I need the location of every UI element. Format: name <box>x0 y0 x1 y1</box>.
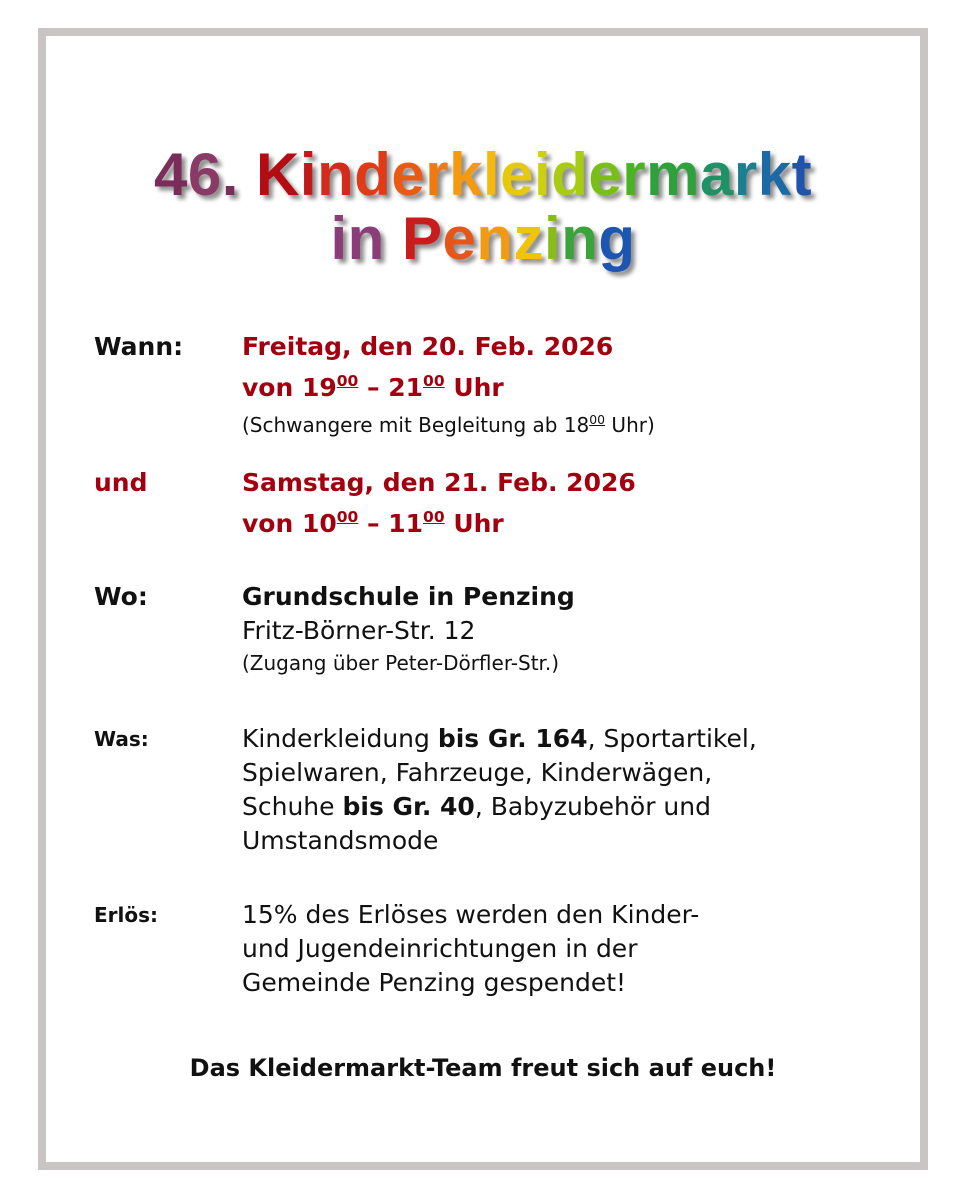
what-block <box>242 722 757 858</box>
when-label: Wann: <box>94 332 184 361</box>
title-line-2 <box>46 204 920 274</box>
time1-text: von $19^{00} - 21^{00}$ Uhr <box>242 372 504 403</box>
title1-letter: k <box>757 141 792 208</box>
title1-letter: r <box>425 141 450 208</box>
proceeds-block <box>242 898 699 1000</box>
title1-letter: n <box>317 141 355 208</box>
what-line-2: Spielwaren, Fahrzeuge, Kinderwägen, <box>242 758 713 787</box>
title1-letter: i <box>299 141 318 208</box>
time2-text: von $10^{00} - 11^{00}$ Uhr <box>242 508 504 539</box>
title1-letter: r <box>733 141 758 208</box>
title1-letter: 4 <box>153 141 188 208</box>
title1-letter: K <box>256 141 300 208</box>
title2-letter: P <box>401 205 443 272</box>
title2-letter: i <box>544 205 562 272</box>
proceeds-line-1: 15% des Erlöses werden den Kinder- <box>242 900 700 929</box>
where-block <box>242 580 575 678</box>
title2-letter: n <box>347 205 385 272</box>
flyer-frame <box>38 28 928 1170</box>
title2-letter: g <box>598 205 636 272</box>
day2-text: Samstag, den 21. Feb. 2026 <box>242 468 636 497</box>
what-label: Was: <box>94 727 149 751</box>
access-text: (Zugang über Peter-Dörfler-Str.) <box>242 651 560 675</box>
when-block <box>242 330 655 440</box>
proceeds-label: Erlös: <box>94 903 159 927</box>
title2-letter: z <box>513 205 545 272</box>
title1-letter: e <box>500 141 535 208</box>
title1-letter: i <box>534 141 552 208</box>
title2-letter: i <box>330 205 348 272</box>
what-line-4: Umstandsmode <box>242 826 439 855</box>
title1-letter: r <box>622 141 647 208</box>
title1-letter: d <box>551 141 589 208</box>
pregnant-note: (Schwangere mit Begleitung ab $18^{00}$ Uhr) <box>242 412 655 438</box>
title1-letter: e <box>588 141 623 208</box>
street-text: Fritz-Börner-Str. 12 <box>242 616 476 645</box>
proceeds-line-3: Gemeinde Penzing gespendet! <box>242 968 627 997</box>
title1-letter: l <box>482 141 501 208</box>
title1-letter: . <box>221 141 239 208</box>
title2-letter <box>385 204 402 274</box>
title1-letter: a <box>699 141 734 208</box>
title2-letter: n <box>561 205 599 272</box>
what-line-3: Schuhe bis Gr. 40, Babyzubehör und <box>242 792 711 821</box>
day1-text: Freitag, den 20. Feb. 2026 <box>242 332 614 361</box>
what-line-1: Kinderkleidung bis Gr. 164, Sportartikel, <box>242 724 757 753</box>
title1-letter: t <box>791 141 813 208</box>
and-label: und <box>94 468 148 497</box>
title1-letter: m <box>646 141 700 208</box>
title1-letter: k <box>449 141 483 208</box>
title1-letter: e <box>391 141 426 208</box>
closing-text: Das Kleidermarkt-Team freut sich auf euch! <box>189 1054 777 1082</box>
and-block <box>242 466 636 541</box>
place-text: Grundschule in Penzing <box>242 582 575 611</box>
title-line-1 <box>46 140 920 210</box>
title2-letter: e <box>442 205 477 272</box>
proceeds-line-2: und Jugendeinrichtungen in der <box>242 934 638 963</box>
where-label: Wo: <box>94 582 148 611</box>
title1-letter: d <box>354 141 392 208</box>
title1-letter <box>239 140 256 210</box>
title1-letter: 6 <box>187 141 222 208</box>
title2-letter: n <box>476 205 514 272</box>
